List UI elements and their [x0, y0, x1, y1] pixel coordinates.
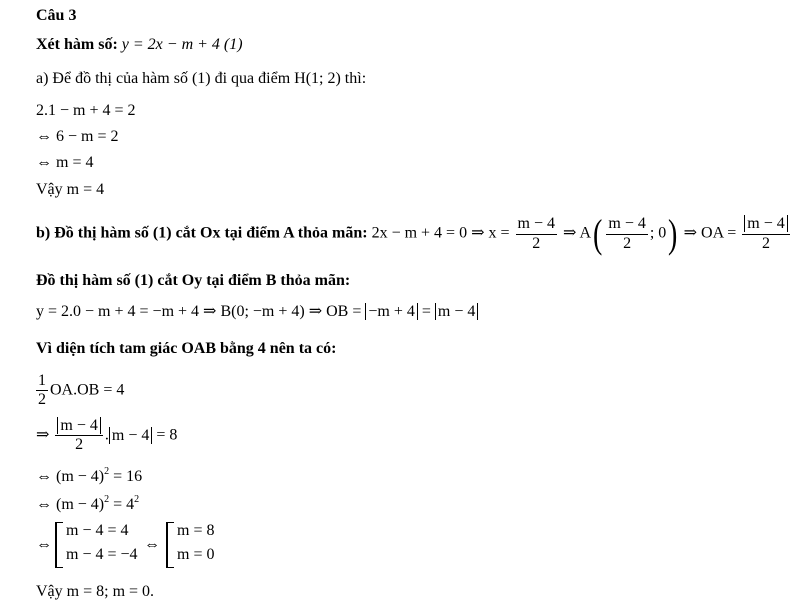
step-3	[36, 467, 142, 485]
intro-line	[36, 37, 243, 53]
paren-open: (	[593, 211, 603, 256]
step-2-fraction	[55, 417, 102, 455]
part-b-oy-eq	[36, 304, 478, 320]
half-num: 1	[36, 372, 48, 391]
oy-eq-mid: =	[421, 303, 431, 320]
a-fraction	[606, 215, 647, 253]
x-fraction	[516, 215, 557, 253]
final-conclusion: Vậy m = 8; m = 0.	[36, 583, 155, 600]
step-4-exp-2: 2	[134, 494, 140, 505]
part-b-ox-line	[36, 211, 792, 256]
area-text: Vì diện tích tam giác OAB bằng 4 nên ta có:	[36, 340, 337, 357]
part-b-ox-eq: 2x − m + 4 = 0 ⇒ x =	[371, 224, 510, 242]
a-frac-den: 2	[623, 234, 632, 252]
step-2-num: m − 4	[57, 417, 100, 434]
half-den: 2	[38, 391, 46, 409]
system-bracket-right	[166, 522, 174, 568]
step-2	[36, 417, 177, 455]
half-fraction	[36, 372, 48, 410]
part-a-title: a) Để đồ thị của hàm số (1) đi qua điểm H(1; 2) thì:	[36, 70, 367, 87]
step-3-exp: 2	[104, 466, 110, 477]
system-right-2: m = 0	[177, 546, 215, 563]
oa-fraction	[742, 215, 789, 253]
step-3-rest: = 16	[109, 468, 143, 485]
part-b-oy-text: Đồ thị hàm số (1) cắt Oy tại điểm B thỏa mãn:	[36, 272, 351, 289]
oy-abs-2: m − 4	[435, 303, 478, 320]
half-rest: OA.OB = 4	[50, 381, 125, 399]
half-step	[34, 372, 124, 410]
step-4-base: ⇔ (m − 4)	[36, 496, 105, 513]
oa-frac-num: m − 4	[744, 215, 787, 232]
paren-close: )	[668, 211, 678, 256]
oa-frac-num-wrap	[742, 215, 789, 234]
intro-formula: y = 2x − m + 4 (1)	[121, 36, 243, 53]
oy-eq-start: y = 2.0 − m + 4 = −m + 4 ⇒ B(0; −m + 4) ⇒ OB =	[36, 303, 362, 320]
part-a-conclusion: Vậy m = 4	[36, 181, 105, 198]
step-4	[36, 495, 139, 513]
system-bracket-left	[55, 522, 63, 568]
intro-label: Xét hàm số:	[36, 36, 122, 53]
arrow-a: ⇒ A	[562, 224, 592, 242]
system-left-2: m − 4 = −4	[66, 546, 138, 563]
system-right-1: m = 8	[177, 522, 215, 539]
step-2-rest: = 8	[156, 426, 178, 444]
a-suffix: ; 0	[649, 224, 667, 242]
a-frac-num: m − 4	[606, 215, 647, 234]
question-heading: Câu 3	[36, 7, 77, 24]
step-2-den: 2	[75, 436, 84, 454]
part-a-step-3: ⇔ m = 4	[36, 154, 94, 171]
part-a-step-2: ⇔ 6 − m = 2	[36, 128, 119, 145]
x-frac-den: 2	[532, 234, 541, 252]
arrow-oa: ⇒ OA =	[683, 224, 737, 242]
part-a-step-1: 2.1 − m + 4 = 2	[36, 102, 136, 119]
step-3-base: ⇔ (m − 4)	[36, 468, 105, 485]
part-b-ox-text: b) Đồ thị hàm số (1) cắt Ox tại điểm A thỏa mãn:	[36, 224, 368, 242]
step-2-num-wrap	[55, 417, 102, 436]
oy-abs-1: −m + 4	[365, 303, 418, 320]
system-arrow-2: ⇔	[144, 536, 160, 553]
step-2-dot: .	[104, 426, 109, 444]
x-frac-num: m − 4	[516, 215, 557, 234]
oa-frac-den: 2	[762, 234, 771, 252]
step-4-rest: = 4	[109, 496, 135, 513]
step-2-abs: m − 4	[109, 427, 152, 444]
step-2-arrow: ⇒	[36, 426, 50, 444]
system-arrow-1: ⇔	[36, 536, 52, 553]
system-left-1: m − 4 = 4	[66, 522, 129, 539]
step-4-exp: 2	[104, 494, 110, 505]
